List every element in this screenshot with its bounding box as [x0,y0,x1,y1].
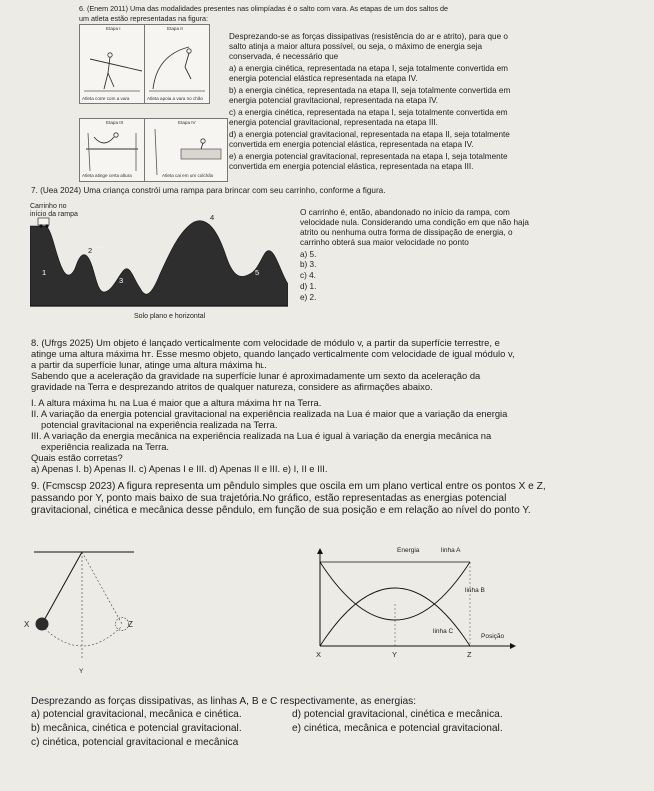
graph-line-b-label: linha B [465,587,485,594]
q7-text-4: carrinho obterá sua maior velocidade no ponto [300,238,469,247]
q6-option-b-1: b) a energia cinética, representada na etapa II, seja totalmente convertida em [229,86,511,95]
q6-intro-1: 6. (Enem 2011) Uma das modalidades presentes nas olimpíadas é o salto com vara. As etapas de um dos saltos de [79,4,449,13]
q7-text-3: atrito ou nenhuma outra forma de dissipação de energia, o [300,228,513,237]
q6-text-3: conservada, é necessário que [229,52,339,61]
q8-statement-2a: II. A variação da energia potencial gravitacional na experiência realizada na Lua é maior que a variação da energia [31,408,508,419]
q7-option-a[interactable]: a) 5. [300,250,317,259]
stage-3-label: Etapa III [106,120,124,125]
ramp-floor-label: Solo plano e horizontal [134,313,206,320]
ramp-point-5: 5 [255,268,260,277]
q6-intro-2: um atleta estão representadas na figura: [79,14,209,23]
ramp-point-2: 2 [88,246,93,255]
q9-option-b[interactable]: b) mecânica, cinética e potencial gravitacional. [31,723,242,734]
q8-line-4: Sabendo que a aceleração da gravidade na superfície lunar é aproximadamente um sexto da aceleração da [31,370,481,381]
q9-prompt: Desprezando as forças dissipativas, as linhas A, B e C respectivamente, as energias: [31,696,417,707]
ramp-start-label-1: Carrinho no [30,203,67,210]
q8-statement-1: I. A altura máxima hʟ na Lua é maior que a altura máxima hᴛ na Terra. [31,397,322,408]
q6-option-a-2: energia potencial elástica representada na etapa IV. [229,74,418,83]
q6-option-e-1: e) a energia potencial gravitacional, representada na etapa I, seja totalmente [229,152,508,161]
energy-graph [310,548,520,658]
q8-question: Quais estão corretas? [31,452,123,463]
pendulum-bob [36,618,49,631]
q7-text-1: O carrinho é, então, abandonado no início da rampa, com [300,208,510,217]
graph-line-c-label: linha C [433,628,454,635]
stage-2-label: Etapa II [167,26,183,31]
ramp-shape [30,221,288,306]
pendulum-z-label: Z [128,620,133,629]
q6-text-1: Desprezando-se as forças dissipativas (resistência do ar e atrito), para que o [229,32,508,41]
q7-option-d[interactable]: d) 1. [300,282,317,291]
q8-options[interactable]: a) Apenas I. b) Apenas II. c) Apenas I e III. d) Apenas II e III. e) I, II e III. [31,463,328,474]
q8-statement-3a: III. A variação da energia mecânica na experiência realizada na Lua é igual à variação da energia mecânica na [31,430,492,441]
q8-line-3: a partir da superfície lunar, atinge uma altura máxima hʟ. [31,359,267,370]
q8-line-2: atinge uma altura máxima hᴛ. Esse mesmo objeto, quando lançado verticalmente com velocidade de igual módulo v, [31,348,515,359]
ramp-drawing [30,212,288,312]
graph-line-a-label: linha A [441,547,461,554]
q7-title: 7. (Uea 2024) Uma criança constrói uma rampa para brincar com seu carrinho, conforme a figura. [31,186,386,195]
q6-option-b-2: energia potencial gravitacional, representada na etapa IV. [229,96,439,105]
q6-text-2: salto atinja a maior altura possível, ou seja, o máximo de energia seja [229,42,483,51]
q6-option-c-1: c) a energia cinética, representada na etapa I, seja totalmente convertida em [229,108,508,117]
q8-line-1: 8. (Ufrgs 2025) Um objeto é lançado verticalmente com velocidade de módulo v, a partir da superfície terrestre, e [31,337,500,348]
q6-option-e-2: convertida em energia potencial elástica, representada na etapa III. [229,162,474,171]
q7-text-2: velocidade nula. Considerando uma condição em que não haja [300,218,529,227]
q6-option-a-1: a) a energia cinética, representada na etapa I, seja totalmente convertida em [229,64,508,73]
stage-4-caption: Atleta cai em um colchão [162,173,214,178]
graph-energy-label: Energia [397,547,420,554]
q8-statement-2b: potencial gravitacional na experiência realizada na Terra. [41,419,278,430]
q8-statement-3b: experiência realizada na Terra. [41,441,170,452]
q6-option-d-1: d) a energia potencial gravitacional, representada na etapa II, seja totalmente [229,130,510,139]
q7-option-c[interactable]: c) 4. [300,271,316,280]
stage-1-caption: Atleta corre com a vara [82,96,130,101]
q6-option-d-2: convertida em energia potencial elástica, representada na etapa IV. [229,140,474,149]
q9-option-a[interactable]: a) potencial gravitacional, mecânica e cinética. [31,709,242,720]
q7-option-e[interactable]: e) 2. [300,293,317,302]
stage-2-caption: Atleta apoia a vara no chão [147,96,203,101]
q9-line-3: gravitacional, cinética e mecânica desse pêndulo, em função de sua posição e em relação ao nível do ponto Y. [31,505,531,516]
graph-line-b [320,562,470,620]
graph-position-label: Posição [481,633,505,640]
ramp-point-1: 1 [42,268,47,277]
ramp-point-3: 3 [119,276,124,285]
graph-z-tick: Z [467,650,472,659]
q9-option-c[interactable]: c) cinética, potencial gravitacional e mecânica [31,737,239,748]
q9-line-1: 9. (Fcmscsp 2023) A figura representa um pêndulo simples que oscila em um plano vertical entre os pontos X e Z, [31,481,546,492]
stage-2-panel [144,24,210,104]
q9-option-e[interactable]: e) cinética, mecânica e potencial gravitacional. [292,723,503,734]
pendulum-figure [30,548,138,668]
graph-y-tick: Y [392,650,398,659]
q8-line-5: gravidade na Terra e desprezando atritos de qualquer natureza, considere as afirmações abaixo. [31,381,433,392]
stage-1-panel [79,24,145,104]
stage-4-label: Etapa IV [178,120,196,125]
stage-1-label: Etapa I [106,26,121,31]
q7-option-b[interactable]: b) 3. [300,260,317,269]
ramp-start-label-2: início da rampa [30,211,78,218]
stage-3-caption: Atleta atinge certa altura [82,173,132,178]
car-icon [38,218,49,225]
q6-option-c-2: energia potencial gravitacional, representada na etapa III. [229,118,438,127]
graph-x-tick: X [316,650,322,659]
pendulum-string [42,552,82,624]
pendulum-x-label: X [24,620,30,629]
ramp-point-4: 4 [210,213,215,222]
q9-line-2: passando por Y, ponto mais baixo de sua trajetória.No gráfico, estão representadas as energias potencial [31,493,507,504]
pendulum-y-label: Y [79,668,84,675]
q9-option-d[interactable]: d) potencial gravitacional, cinética e mecânica. [292,709,503,720]
